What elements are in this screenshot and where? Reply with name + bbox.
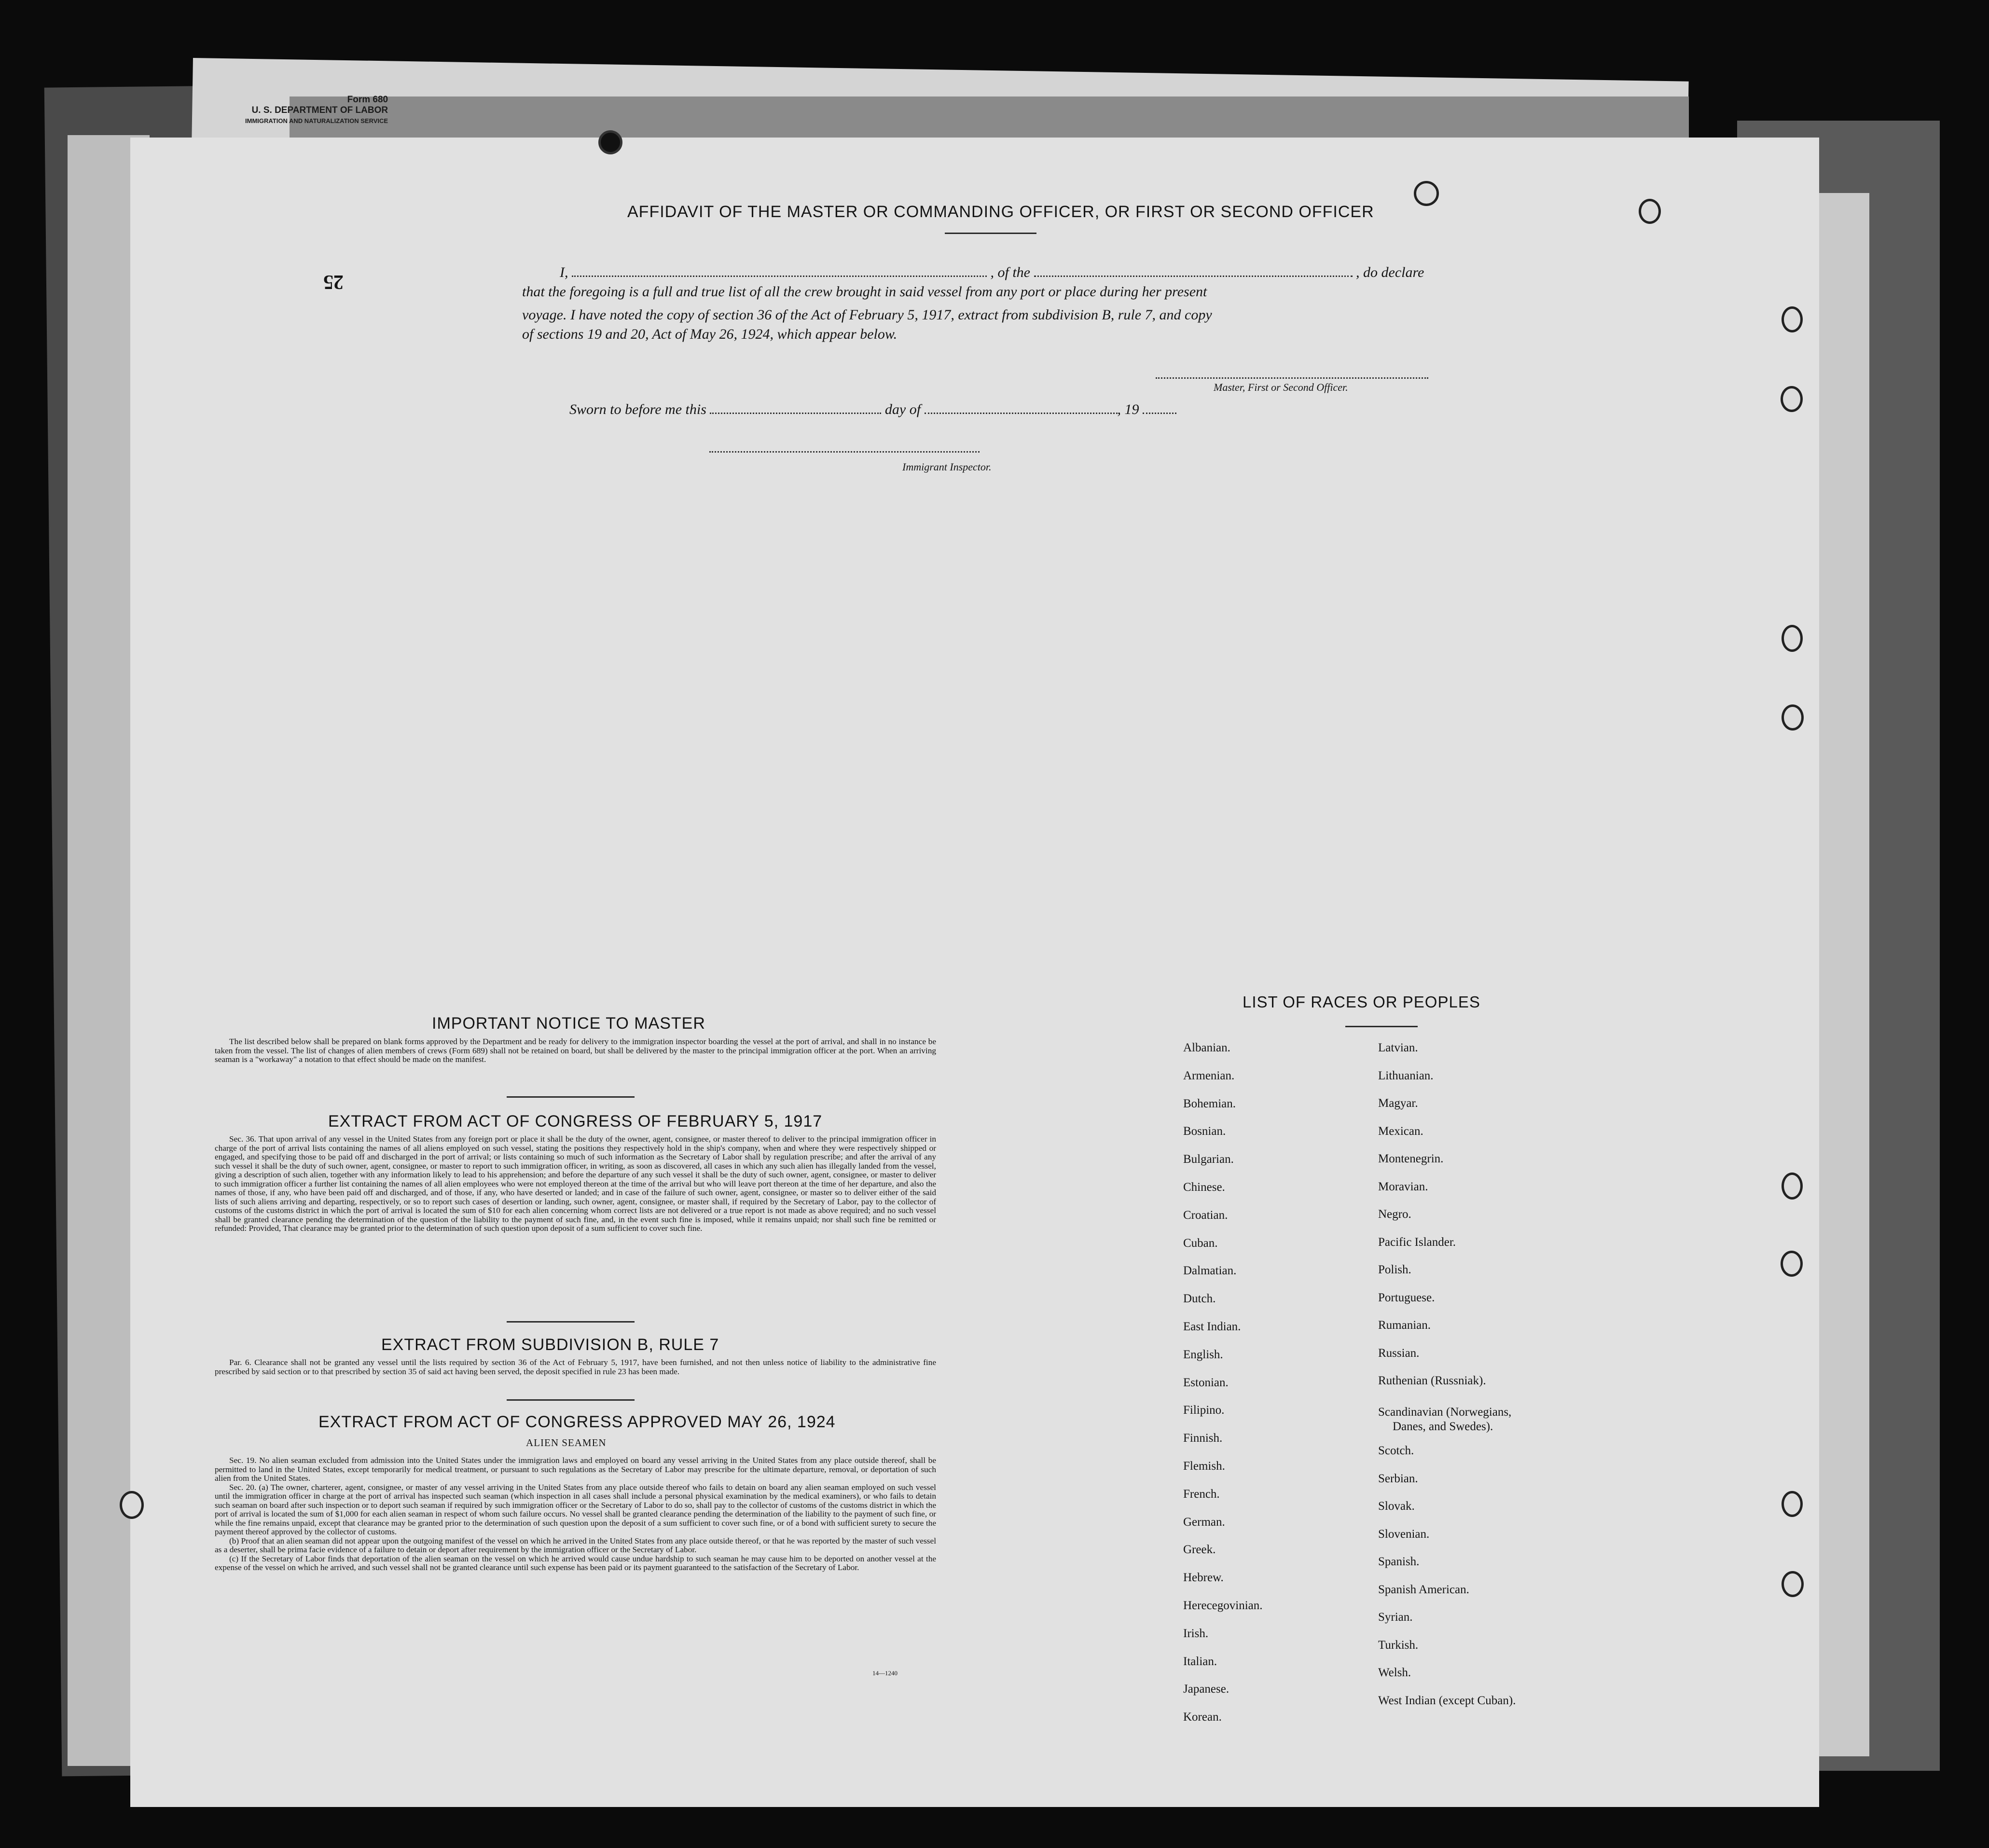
- race-item: Korean.: [1183, 1710, 1222, 1724]
- race-item: East Indian.: [1183, 1320, 1241, 1333]
- affidavit-title: AFFIDAVIT OF THE MASTER OR COMMANDING OFFICER, OR FIRST OR SECOND OFFICER: [627, 203, 1374, 221]
- race-item: Syrian.: [1378, 1611, 1413, 1624]
- alien-seamen-subtitle: ALIEN SEAMEN: [526, 1437, 607, 1448]
- day-of-text: day of: [884, 401, 921, 417]
- race-item: Russian.: [1378, 1346, 1420, 1360]
- divider: [507, 1096, 635, 1098]
- punch-hole: [1782, 704, 1804, 731]
- affidavit-line-1: [560, 264, 1424, 281]
- race-item: Greek.: [1183, 1543, 1216, 1557]
- race-item: Mexican.: [1378, 1124, 1423, 1138]
- race-item: Flemish.: [1183, 1459, 1225, 1473]
- day-blank: [710, 403, 881, 414]
- race-item: Bosnian.: [1183, 1125, 1226, 1138]
- signature-label: Master, First or Second Officer.: [1214, 381, 1348, 393]
- race-item: Filipino.: [1183, 1404, 1225, 1417]
- extract-rule7-title: EXTRACT FROM SUBDIVISION B, RULE 7: [381, 1336, 719, 1354]
- month-blank: [925, 403, 1118, 414]
- race-item: Turkish.: [1378, 1638, 1419, 1652]
- race-item: Negro.: [1378, 1208, 1411, 1221]
- race-item: Armenian.: [1183, 1069, 1235, 1082]
- handwritten-mark: 25: [323, 271, 344, 293]
- race-item: Lithuanian.: [1378, 1069, 1434, 1082]
- vessel-blank: [1034, 266, 1353, 277]
- race-item: Scotch.: [1378, 1444, 1414, 1457]
- punch-hole: [1782, 1491, 1803, 1517]
- race-item: Hebrew.: [1183, 1571, 1224, 1585]
- race-item: Croatian.: [1183, 1208, 1228, 1222]
- name-blank: [572, 266, 987, 277]
- race-item: Latvian.: [1378, 1041, 1418, 1054]
- race-item: Magyar.: [1378, 1097, 1418, 1110]
- year-text: , 19: [1117, 401, 1139, 417]
- punch-hole: [1414, 181, 1439, 206]
- race-item: Chinese.: [1183, 1180, 1225, 1194]
- inspector-line: [709, 451, 980, 453]
- affidavit-of-the: , of the: [990, 264, 1030, 280]
- notice-text: [215, 1037, 936, 1064]
- race-item: Estonian.: [1183, 1376, 1229, 1389]
- race-item: Welsh.: [1378, 1666, 1411, 1679]
- affidavit-i: I,: [560, 264, 568, 280]
- race-item: Bulgarian.: [1183, 1153, 1234, 1166]
- race-item: Italian.: [1183, 1655, 1217, 1668]
- race-item: Polish.: [1378, 1263, 1411, 1276]
- race-item: German.: [1183, 1515, 1225, 1529]
- service: IMMIGRATION AND NATURALIZATION SERVICE: [245, 117, 388, 124]
- race-item: Montenegrin.: [1378, 1152, 1444, 1165]
- race-item: Portuguese.: [1378, 1291, 1435, 1304]
- form-number: Form 680: [347, 95, 388, 105]
- race-item: Slovak.: [1378, 1500, 1415, 1513]
- section-19-paragraph: Sec. 19. No alien seaman excluded from admission into the United States under the immigration laws and employed on board any vessel arriving in the United States from any place outside thereof, shall be permitted to land in the United States, except temporarily for medical treatment, or pursuant to such regulations as the Secretary of Labor may prescribe for the ultimate departure, removal, or deportation of such alien from the United States.: [215, 1456, 936, 1483]
- race-item: Spanish.: [1378, 1555, 1420, 1568]
- race-item: Cuban.: [1183, 1236, 1218, 1250]
- sworn-line: [569, 401, 1176, 418]
- race-item: Herecegovinian.: [1183, 1599, 1263, 1612]
- affidavit-line-4: of sections 19 and 20, Act of May 26, 1924, which appear below.: [522, 326, 898, 342]
- punch-hole: [1782, 1172, 1803, 1200]
- race-item: Japanese.: [1183, 1683, 1229, 1696]
- punch-hole: [1782, 306, 1803, 332]
- section-20c-paragraph: (c) If the Secretary of Labor finds that deportation of the alien seaman on the vessel on which he arrived would cause undue hardship to such seaman he may cause him to be deported on another vessel at the expense of the vessel on which he arrived, and such vessel shall not be granted clearance until such expense has been paid or its payment guaranteed to the satisfaction of the Secretary of Labor.: [215, 1554, 936, 1572]
- race-item-continuation: Danes, and Swedes).: [1393, 1420, 1493, 1433]
- races-column-1: [1183, 1041, 1263, 1738]
- race-item: Moravian.: [1378, 1180, 1428, 1193]
- race-item: Spanish American.: [1378, 1583, 1469, 1596]
- race-item: Albanian.: [1183, 1041, 1230, 1054]
- footer-code: 14—1240: [872, 1669, 898, 1677]
- divider: [507, 1399, 635, 1401]
- divider: [945, 233, 1036, 234]
- races-title: LIST OF RACES OR PEOPLES: [1243, 993, 1480, 1011]
- section-20a-paragraph: Sec. 20. (a) The owner, charterer, agent, consignee, or master of any vessel arriving in the United States from any place outside thereof who fails to detain on board any alien seaman employed on such vessel until the immigration officer in charge at the port of arrival has inspected such seaman (which inspection in all cases shall include a personal physical examination by the medical examiners), or who fails to detain such seaman on board after such inspection or to deport such seaman if required by such immigration officer or the Secretary of Labor to do so, shall pay to the collector of customs of the customs district in which the port of arrival is located the sum of $1,000 for each alien seaman in respect of whom such failure occurs. No vessel shall be granted clearance pending the determination of the liability to the payment of such fine, or while the fine remains unpaid, except that clearance may be granted prior to the determination of such question upon the deposit of a sum sufficient to cover such fine, or of a bond with sufficient surety to secure the payment thereof approved by the collector of customs.: [215, 1482, 936, 1536]
- punch-hole: [1782, 1571, 1804, 1597]
- races-column-2: [1378, 1041, 1516, 1722]
- race-item: Ruthenian (Russniak).: [1378, 1374, 1486, 1387]
- race-item: Serbian.: [1378, 1472, 1418, 1485]
- notice-title: IMPORTANT NOTICE TO MASTER: [432, 1014, 705, 1033]
- race-item: English.: [1183, 1348, 1223, 1361]
- divider: [507, 1321, 635, 1323]
- punch-hole: [120, 1491, 144, 1519]
- race-item: West Indian (except Cuban).: [1378, 1694, 1516, 1707]
- extract-1924-text: [215, 1456, 936, 1572]
- punch-hole: [598, 130, 622, 154]
- race-item: Rumanian.: [1378, 1319, 1431, 1332]
- affidavit-line-3: voyage. I have noted the copy of section 36 of the Act of February 5, 1917, extract from subdivision B, rule 7, and copy: [522, 307, 1212, 323]
- punch-hole: [1781, 1251, 1803, 1277]
- year-blank: [1143, 403, 1176, 414]
- department: U. S. DEPARTMENT OF LABOR: [251, 105, 388, 115]
- race-item: Pacific Islander.: [1378, 1235, 1456, 1249]
- extract-1917-text: [215, 1135, 936, 1233]
- section-20b-paragraph: (b) Proof that an alien seaman did not appear upon the outgoing manifest of the vessel on which he arrived in the United States from any place outside thereof, or that he was reported by the master of such vessel as a deserter, shall be prima facie evidence of a failure to detain or deport after requirement by the immigration officer or the Secretary of Labor.: [215, 1536, 936, 1554]
- section-36-paragraph: Sec. 36. That upon arrival of any vessel in the United States from any foreign port or place it shall be the duty of the owner, agent, consignee, or master thereof to deliver to the principal immigration officer in charge of the port of arrival lists containing the names of all aliens employed on such vessel, stating the positions they respectively hold in the ship's company, when and where they were respectively shipped or engaged, and specifying those to be paid off and discharged in the port of arrival; or lists containing so much of such information as the Secretary of Labor shall by regulation prescribe; and after the arrival of any such vessel it shall be the duty of such owner, agent, consignee, or master to report to such immigration officer, in writing, as soon as discovered, all cases in which any such alien has illegally landed from the vessel, giving a description of such alien, together with any information likely to lead to his apprehension; and before the departure of any such vessel it shall be the duty of such owner, agent, consignee, or master to deliver to such immigration officer a further list containing the names of all alien employees who were not employed thereon at the time of the arrival but who will leave port thereon at the time of her departure, and also the names of those, if any, who have been paid off and discharged, and of those, if any, who have deserted or landed; and in case of the failure of such owner, agent, consignee, or master so to deliver either of the said lists of such aliens arriving and departing, respectively, or so to report such cases of desertion or landing, such owner, agent, consignee, or master shall, if required by the Secretary of Labor, pay to the collector of customs of the customs district in which the port of arrival is located the sum of $10 for each alien concerning whom correct lists are not delivered or a true report is not made as above required; and no such vessel shall be granted clearance pending the determination of the question of the liability to the payment of such fine, and, in the event such fine is imposed, while it remains unpaid; nor shall such fine be remitted or refunded: Provided, That clearance may be granted prior to the determination of such question upon deposit of a sum sufficient to cover such fine.: [215, 1134, 936, 1233]
- sworn-text: Sworn to before me this: [569, 401, 706, 417]
- race-item: Finnish.: [1183, 1432, 1223, 1445]
- extract-1917-title: EXTRACT FROM ACT OF CONGRESS OF FEBRUARY 5, 1917: [328, 1112, 823, 1131]
- inspector-label: Immigrant Inspector.: [902, 461, 992, 473]
- race-item: Dutch.: [1183, 1292, 1216, 1306]
- affidavit-declare: , do declare: [1356, 264, 1424, 280]
- race-item: Irish.: [1183, 1627, 1209, 1640]
- notice-paragraph: The list described below shall be prepared on blank forms approved by the Department and be ready for delivery to the immigration inspector boarding the vessel at the port of arrival, and shall in no instance be taken from the vessel. The list of changes of alien members of crews (Form 689) shall not be retained on board, but shall be delivered by the master to the principal immigration officer at the port. When an arriving seaman is a "workaway" a notation to that effect should be made on the manifest.: [215, 1037, 936, 1064]
- signature-line: [1156, 377, 1428, 379]
- affidavit-line-2: that the foregoing is a full and true list of all the crew brought in said vessel from any port or place during her present: [522, 284, 1207, 300]
- race-item: Bohemian.: [1183, 1097, 1236, 1110]
- form-header: [245, 95, 388, 126]
- extract-rule7-text: [215, 1358, 936, 1376]
- race-item: Dalmatian.: [1183, 1264, 1237, 1278]
- rule7-paragraph: Par. 6. Clearance shall not be granted any vessel until the lists required by section 36 of the Act of February 5, 1917, have been furnished, and not then unless notice of liability to the administrative fine prescribed by said section or to that prescribed by section 35 of said act having been served, the deposit specified in rule 23 has been made.: [215, 1358, 936, 1376]
- divider: [1345, 1026, 1418, 1027]
- race-item: Scandinavian (Norwegians,: [1378, 1406, 1512, 1419]
- extract-1924-title: EXTRACT FROM ACT OF CONGRESS APPROVED MAY 26, 1924: [318, 1413, 836, 1431]
- race-item: French.: [1183, 1487, 1220, 1501]
- punch-hole: [1781, 386, 1803, 412]
- punch-hole: [1782, 625, 1803, 652]
- race-item: Slovenian.: [1378, 1527, 1430, 1541]
- punch-hole: [1639, 199, 1661, 224]
